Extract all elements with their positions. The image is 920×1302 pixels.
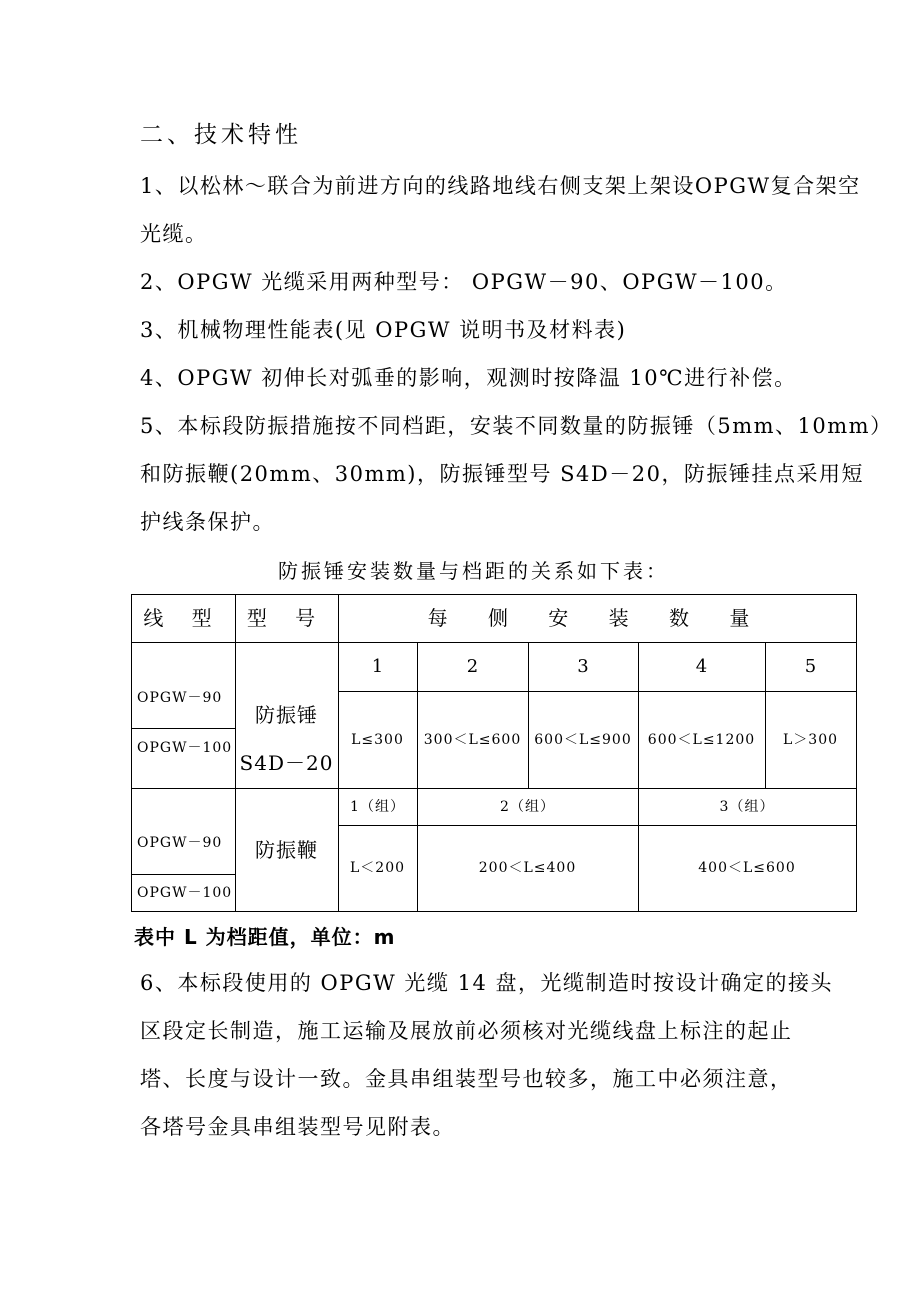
count-cell: 4: [695, 655, 708, 677]
span-cell: L＜200: [349, 860, 406, 876]
paragraph-line: 6、本标段使用的 OPGW 光缆 14 盘，光缆制造时按设计确定的接头: [140, 971, 833, 995]
header-line-type: 线 型: [143, 606, 223, 630]
paragraph-line: 4、OPGW 初伸长对弧垂的影响，观测时按降温 10℃进行补偿。: [140, 366, 797, 390]
header-install-count: 每 侧 安 装 数 量: [427, 606, 767, 630]
table-caption: 防振锤安装数量与档距的关系如下表：: [278, 559, 669, 583]
span-cell: 400＜L≤600: [698, 860, 796, 876]
paragraph-line: 1、以松林～联合为前进方向的线路地线右侧支架上架设OPGW复合架空: [140, 174, 861, 198]
span-cell: 600＜L≤1200: [647, 731, 756, 748]
count-cell: 1: [371, 655, 384, 677]
table-rule: [856, 594, 857, 912]
line-type-cell: OPGW－90: [137, 835, 223, 851]
span-cell: 300＜L≤600: [423, 731, 522, 748]
span-cell: L≤300: [351, 731, 404, 748]
paragraph-line: 5、本标段防振措施按不同档距，安装不同数量的防振锤（5mm、10mm）: [140, 414, 893, 438]
line-type-cell: OPGW－100: [137, 884, 233, 901]
table-note: 表中 L 为档距值，单位：m: [134, 925, 396, 949]
paragraph-line: 护线条保护。: [140, 510, 275, 534]
group-cell: 1（组）: [350, 798, 405, 815]
span-cell: 200＜L≤400: [478, 860, 577, 876]
count-cell: 3: [577, 655, 589, 677]
paragraph-line: 光缆。: [140, 222, 208, 246]
table-rule: [131, 911, 857, 912]
header-model: 型 号: [246, 606, 327, 630]
group-cell: 3（组）: [719, 798, 775, 815]
section-heading: 二、技术特性: [140, 122, 302, 148]
count-cell: 2: [466, 655, 479, 677]
paragraph-line: 和防振鞭(20mm、30mm)，防振锤型号 S4D－20，防振锤挂点采用短: [140, 462, 864, 486]
line-type-cell: OPGW－90: [137, 690, 223, 706]
paragraph-line: 3、机械物理性能表(见 OPGW 说明书及材料表): [140, 318, 627, 342]
model-hammer-name: 防振锤: [255, 703, 318, 727]
paragraph-line: 塔、长度与设计一致。金具串组装型号也较多，施工中必须注意，: [140, 1067, 793, 1091]
model-whip: 防振鞭: [255, 837, 318, 862]
paragraph-line: 区段定长制造，施工运输及展放前必须核对光缆线盘上标注的起止: [140, 1019, 793, 1043]
span-cell: 600＜L≤900: [534, 731, 632, 748]
line-type-cell: OPGW－100: [137, 740, 233, 756]
count-cell: 5: [804, 655, 817, 677]
paragraph-line: 2、OPGW 光缆采用两种型号： OPGW－90、OPGW－100。: [140, 270, 788, 294]
model-hammer-code: S4D－20: [239, 751, 334, 775]
paragraph-line: 各塔号金具串组装型号见附表。: [140, 1115, 455, 1139]
group-cell: 2（组）: [500, 798, 555, 815]
span-cell: L＞300: [782, 731, 839, 748]
